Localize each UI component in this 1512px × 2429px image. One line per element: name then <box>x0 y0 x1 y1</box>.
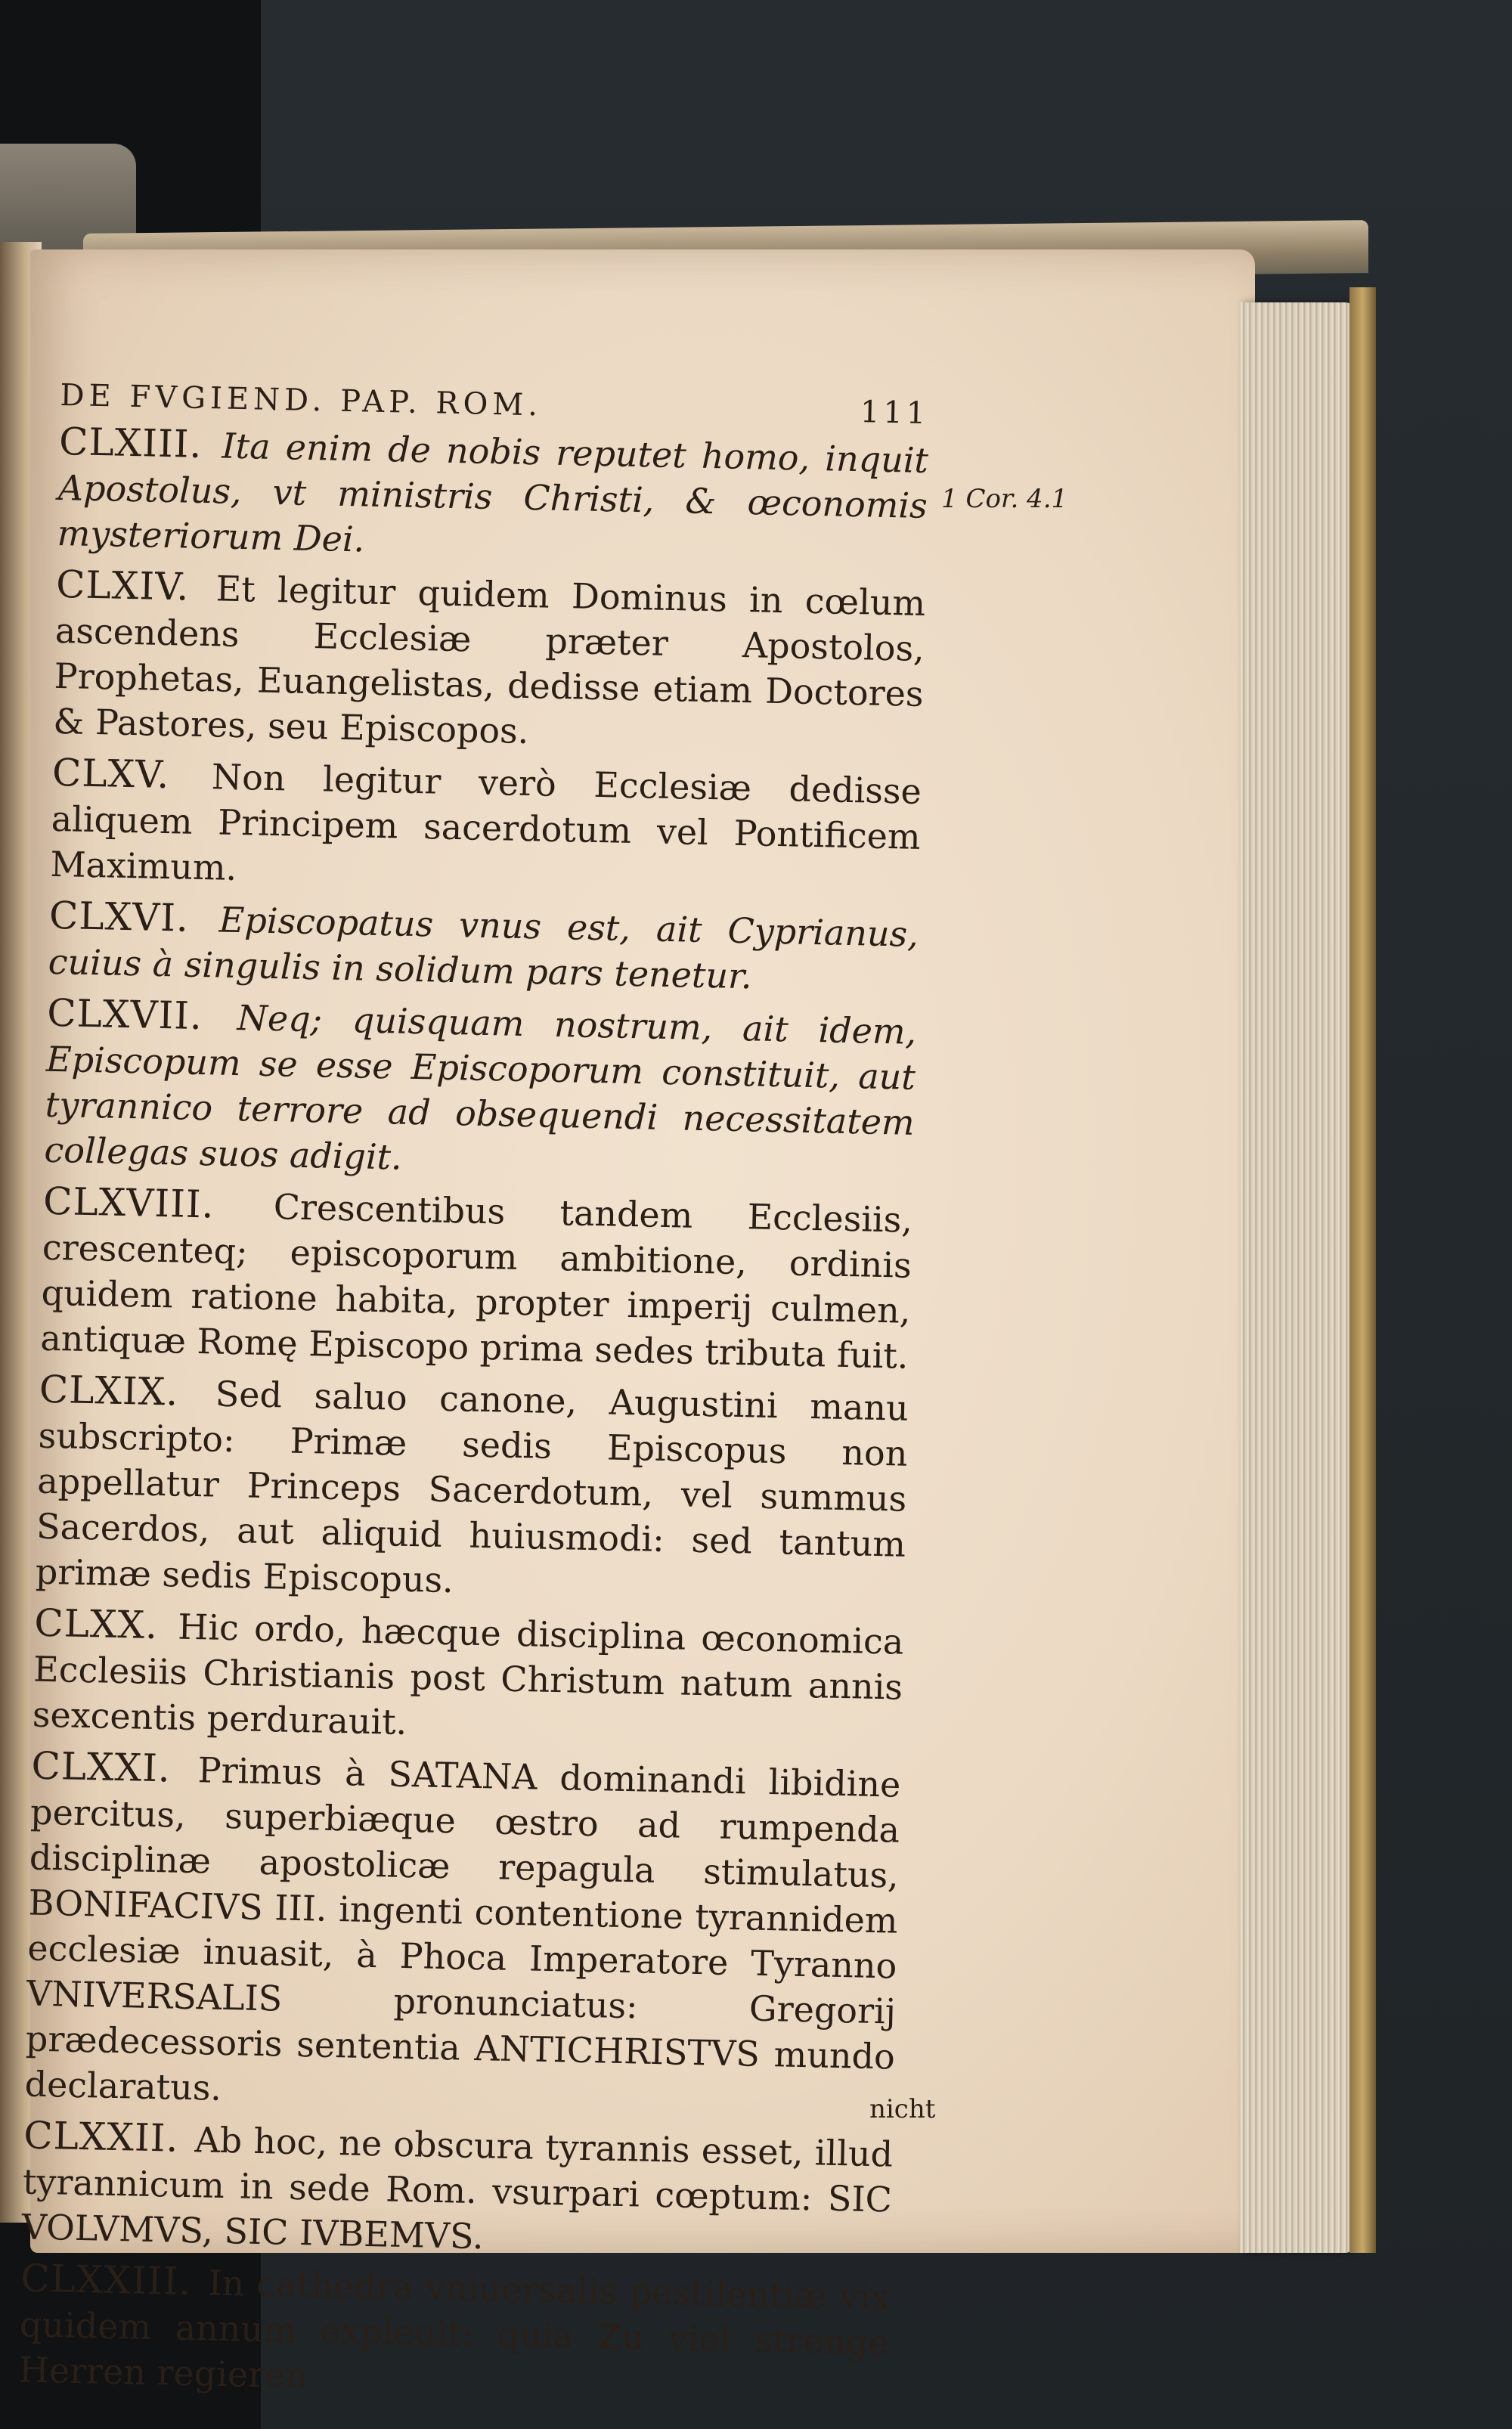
paragraph-numeral: CLXXI. <box>30 1743 172 1791</box>
paragraph <box>40 1179 913 1379</box>
paragraph-text: In cathedra vniuersalis pestilentiæ vix quidem annum expleuit: quia Zu viel strenge Herren regieren <box>18 2262 891 2396</box>
paragraph <box>21 2112 894 2267</box>
book-cover-edge <box>1349 287 1376 2253</box>
page-text <box>18 378 930 2396</box>
margin-note: 1 Cor. 4.1 <box>941 484 1068 514</box>
page-stack <box>1240 302 1353 2253</box>
paragraph <box>24 1743 901 2125</box>
paragraph-text: Primus à SATANA dominandi libidine percitus, superbiæque œstro ad rumpenda disciplinæ apostolicæ repagula stimulatus, BONIFACIVS III. ingenti contentione tyrannidem ecclesiæ inuasit, à Phoca Imperatore Tyranno VNIVERSALIS pronunciatus: Gregorij prædecessoris sententia ANTICHRISTVS mundo declaratus. <box>24 1749 901 2108</box>
paragraph <box>57 419 929 574</box>
paragraph-text: Hic ordo, hæcque disciplina œconomica Ecclesiis Christianis post Christum natum annis sexcentis perdurauit. <box>32 1606 904 1743</box>
paragraph <box>50 750 922 905</box>
paragraph-numeral: CLXIV. <box>55 562 190 609</box>
paragraph-text: Non legitur verò Ecclesiæ dedisse aliquem Principem sacerdotum vel Pontificem Maximum. <box>49 756 922 889</box>
paragraph-text: Ab hoc, ne obscura tyrannis esset, illud tyrannicum in sede Rom. vsurpari cœptum: SIC VOLVMVS, SIC IVBEMVS. <box>21 2119 894 2257</box>
paragraph <box>48 893 919 1002</box>
paragraph <box>18 2255 891 2410</box>
paragraph <box>32 1600 904 1755</box>
paragraph-numeral: CLXXIII. <box>20 2256 192 2304</box>
paragraph-numeral: CLXX. <box>33 1600 159 1648</box>
paragraph-numeral: CLXXII. <box>23 2113 179 2161</box>
paragraph <box>44 990 917 1191</box>
paragraph-numeral: CLXV. <box>51 750 170 798</box>
page-number: 111 <box>860 395 930 432</box>
paragraph-text: Crescentibus tandem Ecclesiis, crescenteq; episcoporum ambitione, ordinis quidem ratione habita, propter imperij culmen, antiquæ Romę Episcopo prima sedes tributa fuit. <box>39 1186 913 1377</box>
paragraph <box>35 1367 909 1613</box>
paragraph-text: Episcopatus vnus est, ait Cyprianus, cuius à singulis in solidum pars tenetur. <box>48 899 919 997</box>
paragraph-numeral: CLXIX. <box>39 1367 179 1414</box>
paragraph-numeral: CLXVI. <box>48 893 190 940</box>
paragraph-numeral: CLXIII. <box>58 419 203 466</box>
paragraph-text: Ita enim de nobis reputet homo, inquit Apostolus, vt ministris Christi, & œconomis mysteriorum Dei. <box>57 425 929 560</box>
catchword: nicht <box>869 2094 936 2124</box>
paragraph <box>53 562 926 762</box>
paragraph-text: Et legitur quidem Dominus in cœlum ascendens Ecclesiæ præter Apostolos, Prophetas, Euangelistas, dedisse etiam Doctores & Pastores, seu Episcopos. <box>52 568 926 752</box>
running-head-title: DE FVGIEND. PAP. ROM. <box>60 378 543 423</box>
paragraph-numeral: CLXVIII. <box>42 1179 215 1227</box>
paragraph-numeral: CLXVII. <box>46 990 203 1039</box>
paragraph-text: Neq; quisquam nostrum, ait idem, Episcopum se esse Episcoporum constituit, aut tyrannico terrore ad obsequendi necessitatem collegas suos adigit. <box>44 997 917 1178</box>
paragraph-text: Sed saluo canone, Augustini manu subscripto: Primæ sedis Episcopus non appellatur Princeps Sacerdotum, vel summus Sacerdos, aut aliquid huiusmodi: sed tantum primæ sedis Episcopus. <box>35 1373 909 1601</box>
